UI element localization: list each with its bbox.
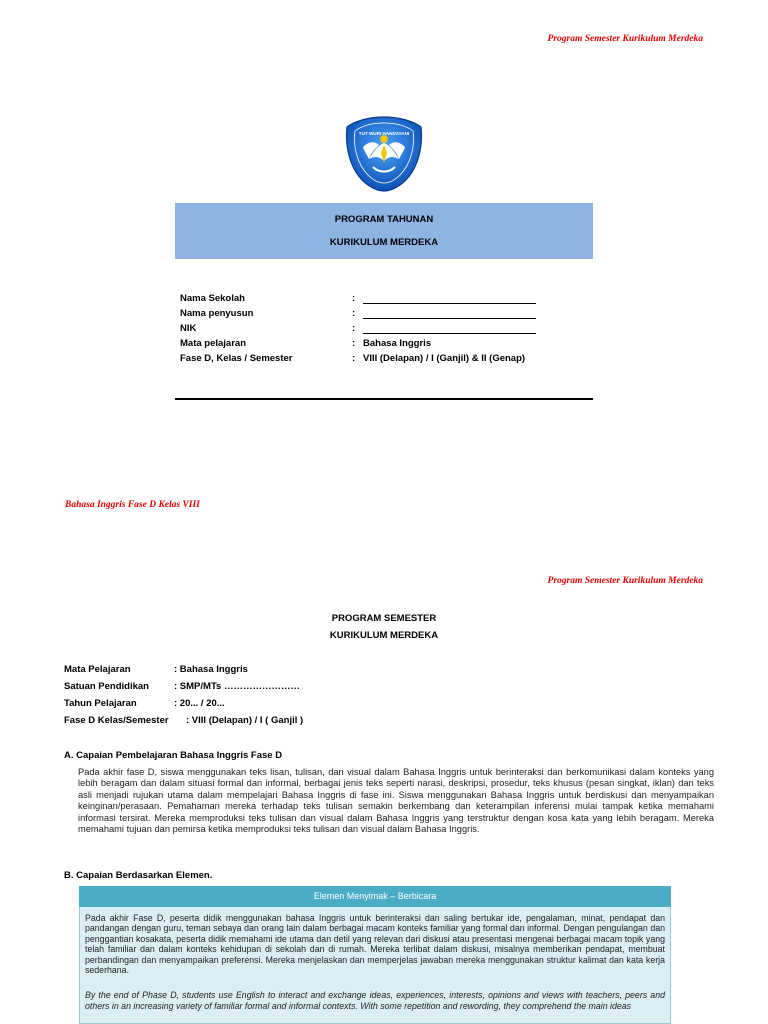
field-colon: : [352, 293, 356, 304]
meta-value: : Bahasa Inggris [174, 664, 248, 675]
table-cell [79, 907, 671, 1024]
section-a-paragraph: Pada akhir fase D, siswa menggunakan teks lisan, tulisan, dan visual dalam Bahasa Inggris untuk berinteraksi dan berkomunikasi dalam konteks yang lebih beragam dan dalam situasi formal dan informal, berbagai jenis teks seperti narasi, deskripsi, prosedur, teks khusus (pesan singkat, iklan) dan teks asli menjadi rujukan utama dalam mempelajari Bahasa Inggris di fase ini. Siswa menggunakan Bahasa Inggris untuk berdiskusi dan menyampaikan keinginan/perasaan. Pemahaman mereka terhadap teks tulisan semakin berkembang dan keterampilan inferensi mulai tampak ketika memahami informasi tersirat. Mereka memproduksi teks tulisan dan visual dalam Bahasa Inggris yang terstruktur dengan kosa kata yang lebih beragam. Mereka memahami tujuan dan pemirsa ketika memproduksi teks tulisan dan visual dalam Bahasa Inggris. [78, 767, 714, 835]
table-text-english: By the end of Phase D, students use English to interact and exchange ideas, experiences, interests, opinions and views with teachers, peers and others in an increasing variety of familiar formal and informal contexts. With some repetition and rewording, they comprehend the main ideas [85, 990, 665, 1011]
field-colon: : [352, 353, 356, 364]
field-blank-line [363, 333, 536, 334]
field-value: VIII (Delapan) / I (Ganjil) & II (Genap) [363, 353, 526, 364]
field-row-fase-kelas-semester [180, 353, 600, 367]
meta-value: : SMP/MTs …………………… [174, 681, 300, 692]
title-line1: PROGRAM TAHUNAN [334, 214, 434, 225]
field-row-nama-penyusun [180, 308, 600, 322]
field-colon: : [352, 338, 356, 349]
divider-rule [175, 398, 593, 400]
program-semester-title: PROGRAM SEMESTER [331, 613, 437, 624]
field-label: NIK [180, 323, 197, 334]
field-row-mata-pelajaran [180, 338, 600, 352]
table-text-indonesian: Pada akhir Fase D, peserta didik menggunakan bahasa Inggris untuk berinteraksi dan saling bertukar ide, pengalaman, minat, pendapat dan pandangan dengan guru, teman sebaya dan orang lain dalam berbagai macam konteks familiar yang formal dan informal. Dengan pengulangan dan penggantian kosakata, peserta didik memahami ide utama dan detil yang relevan dari diskusi atau presentasi mengenai berbagai macam topik yang telah familiar dan dalam konteks kehidupan di sekolah dan di rumah. Mereka terlibat dalam diskusi, misalnya memberikan pendapat, membuat perbandingan dan menyampaikan preferensi. Mereka menjelaskan dan memperjelas jawaban mereka menggunakan struktur kalimat dan kata kerja sederhana. [85, 913, 665, 976]
field-row-nama-sekolah [180, 293, 600, 307]
field-label: Nama Sekolah [180, 293, 245, 304]
field-colon: : [352, 323, 356, 334]
page1-footer: Bahasa Inggris Fase D Kelas VIII [65, 500, 200, 510]
meta-value: : 20... / 20... [174, 698, 225, 709]
field-colon: : [352, 308, 356, 319]
section-b-heading: B. Capaian Berdasarkan Elemen. [64, 870, 213, 881]
table-header: Elemen Menyimak – Berbicara [79, 886, 671, 907]
logo-text: TUT WURI HANDAYANI [358, 131, 410, 136]
section-a-heading: A. Capaian Pembelajaran Bahasa Inggris Fase D [64, 750, 283, 761]
meta-label: Fase D Kelas/Semester [64, 715, 169, 726]
field-label: Mata pelajaran [180, 338, 246, 349]
field-blank-line [363, 303, 536, 304]
field-value: Bahasa Inggris [363, 338, 432, 349]
kurikulum-merdeka-subtitle: KURIKULUM MERDEKA [329, 630, 439, 641]
meta-label: Tahun Pelajaran [64, 698, 137, 709]
element-table [79, 886, 671, 1024]
title-line2: KURIKULUM MERDEKA [329, 237, 439, 248]
meta-label: Mata Pelajaran [64, 664, 131, 675]
meta-label: Satuan Pendidikan [64, 681, 149, 692]
field-blank-line [363, 318, 536, 319]
field-label: Fase D, Kelas / Semester [180, 353, 293, 364]
meta-value: : VIII (Delapan) / I ( Ganjil ) [186, 715, 304, 726]
page1-header: Program Semester Kurikulum Merdeka [547, 34, 703, 44]
tut-wuri-handayani-logo [333, 115, 435, 192]
program-tahunan-title-box [175, 203, 593, 259]
field-row-nik [180, 323, 600, 337]
page2-header: Program Semester Kurikulum Merdeka [547, 576, 703, 586]
field-label: Nama penyusun [180, 308, 254, 319]
